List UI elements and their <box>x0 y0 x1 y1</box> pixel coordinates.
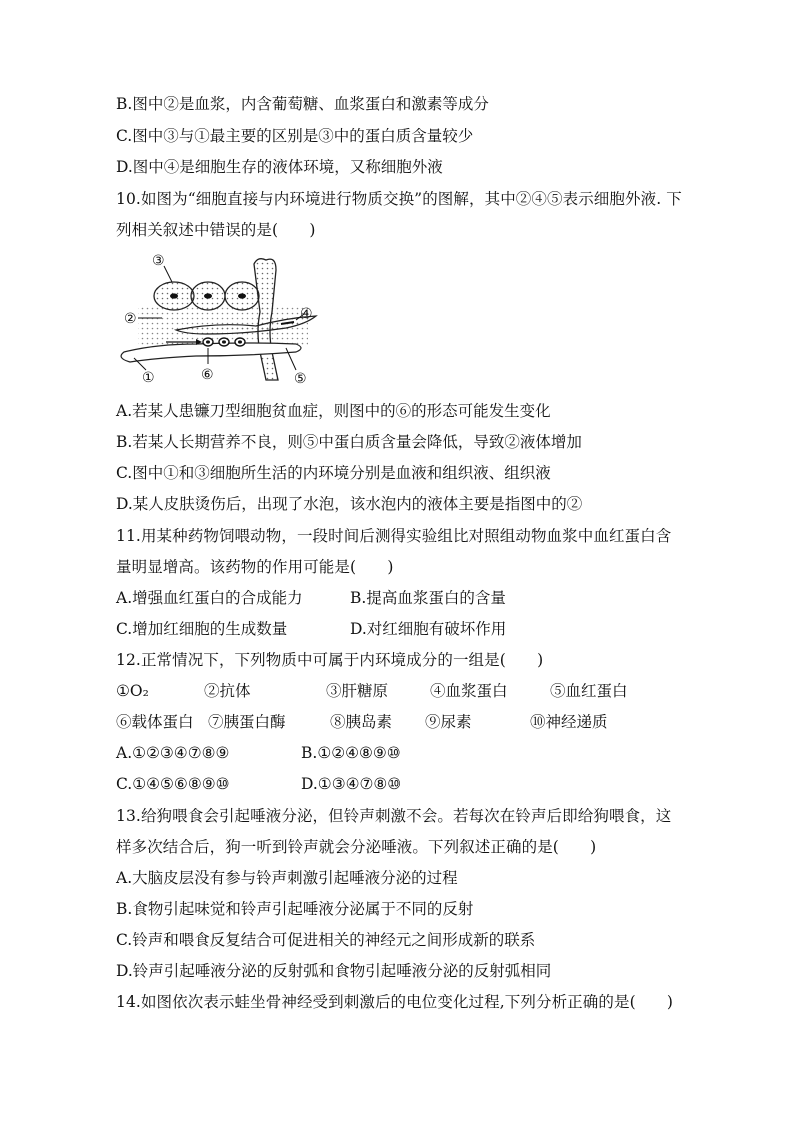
q13-stem-line2: 样多次结合后，狗一听到铃声就会分泌唾液。下列叙述正确的是( ) <box>116 838 597 856</box>
q11-stem-line2: 量明显增高。该药物的作用可能是( ) <box>116 558 394 576</box>
q10-option-b: B.若某人长期营养不良，则⑤中蛋白质含量会降低，导致②液体增加 <box>116 433 582 451</box>
q10-option-d: D.某人皮肤烫伤后，出现了水泡，该水泡内的液体主要是指图中的② <box>116 495 583 513</box>
q11-option-b: B.提高血浆蛋白的含量 <box>350 589 506 607</box>
q12-item: ①O₂ <box>116 682 149 700</box>
q12-item: ④血浆蛋白 <box>430 682 508 700</box>
q13-stem-line1: 13.给狗喂食会引起唾液分泌，但铃声刺激不会。若每次在铃声后即给狗喂食，这 <box>116 807 672 825</box>
q10-stem-line2: 列相关叙述中错误的是( ) <box>116 221 316 239</box>
q13-option-a: A.大脑皮层没有参与铃声刺激引起唾液分泌的过程 <box>116 869 458 887</box>
tissue-cells <box>154 282 259 310</box>
q10-option-c: C.图中①和③细胞所生活的内环境分别是血液和组织液、组织液 <box>116 464 551 482</box>
q13-option-d: D.铃声引起唾液分泌的反射弧和食物引起唾液分泌的反射弧相同 <box>116 962 552 980</box>
q10-stem-line1: 10.如图为“细胞直接与内环境进行物质交换”的图解，其中②④⑤表示细胞外液. 下 <box>116 190 682 208</box>
q9-option-c: C.图中③与①最主要的区别是③中的蛋白质含量较少 <box>116 127 474 145</box>
label-4: ④ <box>300 306 313 322</box>
q14-stem: 14.如图依次表示蛙坐骨神经受到刺激后的电位变化过程,下列分析正确的是( ) <box>116 993 674 1011</box>
q12-item: ⑨尿素 <box>425 713 472 731</box>
q12-item: ⑩神经递质 <box>530 713 608 731</box>
q12-item: ③肝糖原 <box>326 682 389 700</box>
q12-option-d: D.①③④⑦⑧⑩ <box>301 775 402 793</box>
q12-option-b: B.①②④⑧⑨⑩ <box>301 744 401 762</box>
q12-item: ②抗体 <box>204 682 251 700</box>
red-blood-cells <box>203 338 245 346</box>
q12-item: ⑦胰蛋白酶 <box>208 713 286 731</box>
label-2: ② <box>124 311 137 327</box>
q11-option-d: D.对红细胞有破坏作用 <box>350 620 507 638</box>
label-5: ⑤ <box>294 371 307 387</box>
q13-option-b: B.食物引起味觉和铃声引起唾液分泌属于不同的反射 <box>116 900 474 918</box>
q13-option-c: C.铃声和喂食反复结合可促进相关的神经元之间形成新的联系 <box>116 931 536 949</box>
label-1: ① <box>142 370 155 386</box>
q11-option-c: C.增加红细胞的生成数量 <box>116 620 288 638</box>
q9-option-b: B.图中②是血浆，内含葡萄糖、血浆蛋白和激素等成分 <box>116 95 489 113</box>
q10-figure <box>116 252 326 387</box>
q12-stem: 12.正常情况下，下列物质中可属于内环境成分的一组是( ) <box>116 651 544 669</box>
q11-stem-line1: 11.用某种药物饲喂动物，一段时间后测得实验组比对照组动物血浆中血红蛋白含 <box>116 527 672 545</box>
label-6: ⑥ <box>201 367 214 383</box>
q12-item: ⑤血红蛋白 <box>550 682 628 700</box>
q11-option-a: A.增强血红蛋白的合成能力 <box>116 589 303 607</box>
q12-item: ⑧胰岛素 <box>330 713 393 731</box>
q12-option-a: A.①②③④⑦⑧⑨ <box>116 744 230 762</box>
tissue-exchange-diagram <box>116 252 326 387</box>
q10-option-a: A.若某人患镰刀型细胞贫血症，则图中的⑥的形态可能发生变化 <box>116 402 551 420</box>
q12-item: ⑥载体蛋白 <box>116 713 194 731</box>
q12-option-c: C.①④⑤⑥⑧⑨⑩ <box>116 775 230 793</box>
q9-option-d: D.图中④是细胞生存的液体环境，又称细胞外液 <box>116 158 443 176</box>
label-3: ③ <box>152 253 165 269</box>
